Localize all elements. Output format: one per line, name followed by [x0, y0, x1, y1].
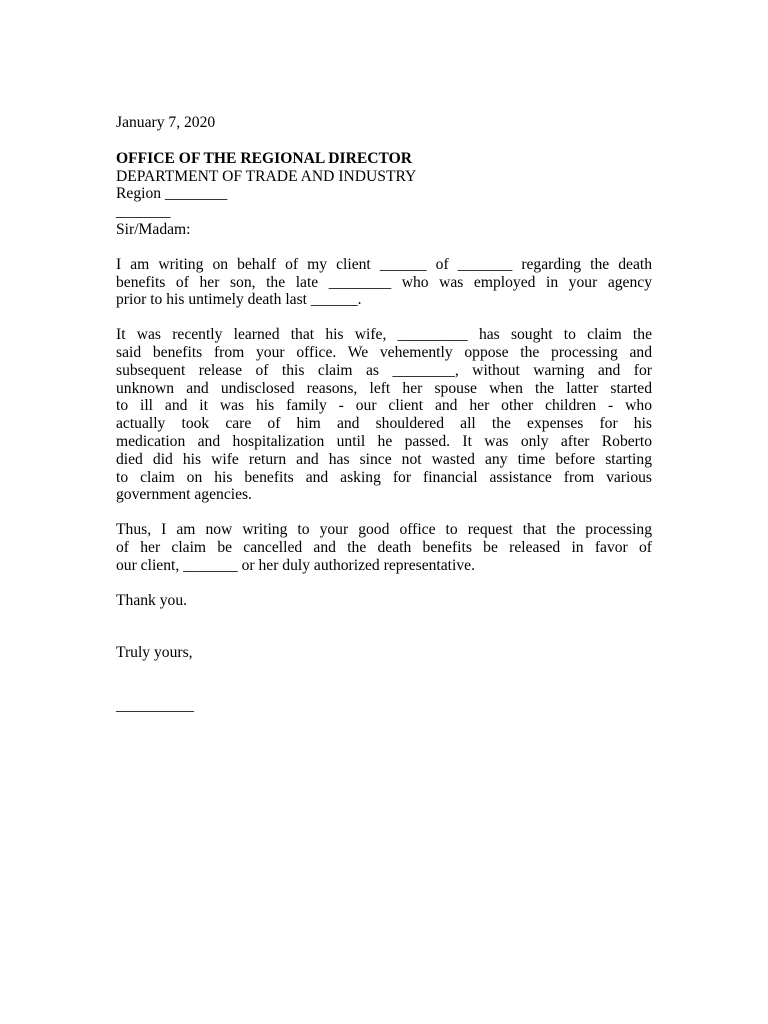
paragraph-2 — [116, 326, 652, 504]
paragraph-line: said benefits from your office. We vehemently oppose the processing and — [116, 343, 652, 361]
letter-date: January 7, 2020 — [116, 114, 216, 131]
recipient-department: DEPARTMENT OF TRADE AND INDUSTRY — [116, 167, 417, 185]
paragraph-line: our client, _______ or her duly authorized representative. — [116, 556, 475, 574]
paragraph-1 — [116, 256, 652, 309]
paragraph-line: of her claim be cancelled and the death benefits be released in favor of — [116, 538, 652, 556]
closing-line: Truly yours, — [116, 644, 193, 662]
recipient-region: Region ________ — [116, 185, 228, 203]
paragraph-line: subsequent release of this claim as ________, without warning and for — [116, 361, 652, 379]
paragraph-line: actually took care of him and shouldered all the expenses for his — [116, 415, 652, 433]
paragraph-line: died did his wife return and has since not wasted any time before starting — [116, 450, 652, 468]
thanks-line: Thank you. — [116, 591, 188, 609]
paragraph-line: medication and hospitalization until he passed. It was only after Roberto — [116, 432, 652, 450]
paragraph-line: to claim on his benefits and asking for financial assistance from various — [116, 468, 652, 486]
recipient-address-blank: _______ — [116, 203, 171, 221]
paragraph-line: benefits of her son, the late ________ who was employed in your agency — [116, 273, 652, 291]
signature-blank: __________ — [116, 697, 194, 715]
paragraph-3 — [116, 521, 652, 574]
paragraph-line: prior to his untimely death last ______. — [116, 291, 362, 309]
paragraph-line: Thus, I am now writing to your good office to request that the processing — [116, 521, 652, 539]
recipient-block — [116, 150, 652, 221]
paragraph-line: unknown and undisclosed reasons, left her spouse when the latter started — [116, 379, 652, 397]
paragraph-line: It was recently learned that his wife, _________ has sought to claim the — [116, 326, 652, 344]
paragraph-line: I am writing on behalf of my client ______ of _______ regarding the death — [116, 255, 652, 273]
recipient-office: OFFICE OF THE REGIONAL DIRECTOR — [116, 149, 413, 167]
paragraph-line: to ill and it was his family - our client and her other children - who — [116, 397, 652, 415]
paragraph-line: government agencies. — [116, 486, 252, 504]
letter-body — [116, 114, 652, 715]
salutation: Sir/Madam: — [116, 220, 191, 238]
